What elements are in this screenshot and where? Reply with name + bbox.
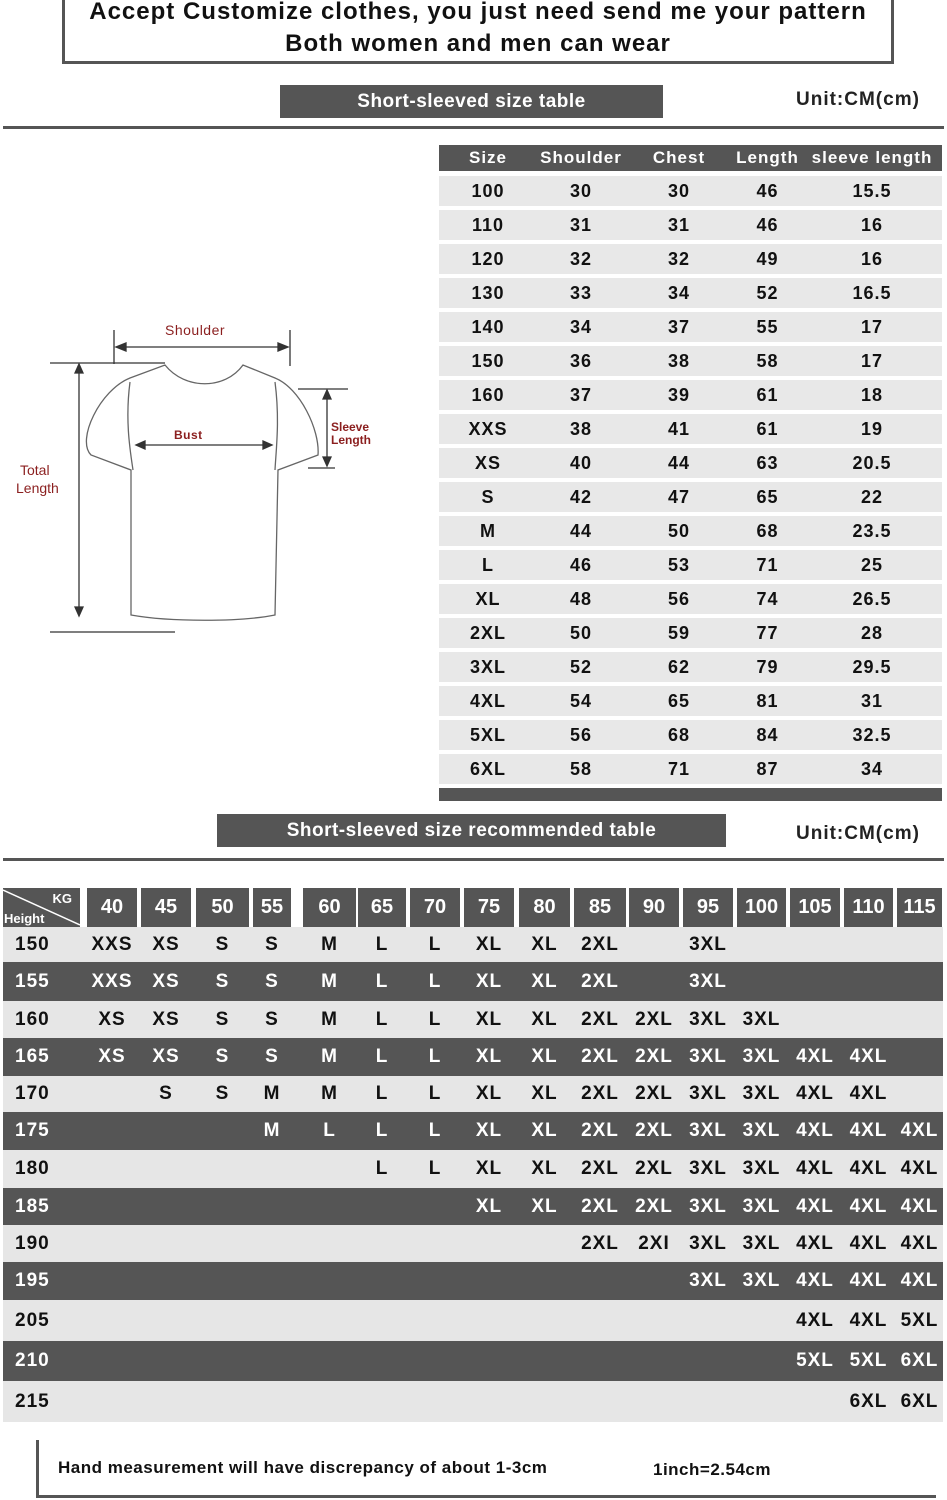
- rec-table-row: [3, 1341, 943, 1381]
- size-table-cell: 34: [860, 758, 884, 779]
- size-table-cell: 68: [667, 724, 691, 745]
- size-table-cell: 79: [756, 656, 779, 677]
- rec-size-cell: 3XL: [689, 933, 727, 955]
- rec-size-cell: XL: [531, 1158, 558, 1179]
- rec-size-cell: 4XL: [796, 1195, 834, 1217]
- diagram-label-total-1: Total: [20, 462, 50, 478]
- size-table-cell: 17: [860, 350, 884, 371]
- rec-table-row: [3, 1001, 943, 1038]
- rec-size-cell: 3XL: [742, 1083, 781, 1104]
- size-table-row: [439, 584, 942, 614]
- size-table-cell: 50: [569, 622, 593, 643]
- size-table-cell: XXS: [468, 418, 508, 439]
- size-table-cell: 46: [569, 554, 593, 575]
- size-table-cell: 65: [756, 486, 779, 507]
- rec-size-cell: 4XL: [849, 1270, 888, 1291]
- size-table-cell: 120: [471, 248, 505, 269]
- rec-size-cell: XL: [475, 1158, 503, 1179]
- rec-size-cell: XS: [152, 933, 180, 955]
- rec-size-cell: 2XL: [581, 1158, 619, 1179]
- size-table-cell: 37: [569, 384, 593, 405]
- size-table-cell: 53: [667, 554, 691, 575]
- size-table-cell: 140: [471, 316, 505, 337]
- rec-size-cell: L: [323, 1120, 336, 1141]
- size-table-cell: XL: [475, 588, 501, 609]
- size-table-cell: 74: [756, 588, 779, 609]
- size-table-cell: 3XL: [469, 656, 506, 677]
- rec-table-row: [3, 1262, 943, 1300]
- section-divider-2: [3, 858, 944, 861]
- rec-size-cell: S: [265, 1008, 279, 1030]
- diagram-label-sleeve-1: Sleeve: [331, 420, 370, 434]
- rec-table-row: [3, 1188, 943, 1225]
- tshirt-outline: [86, 365, 318, 620]
- rec-size-cell: XL: [531, 1046, 558, 1067]
- section-divider-1: [3, 126, 944, 129]
- rec-size-cell: 2XL: [581, 1083, 619, 1104]
- rec-height-label: 190: [15, 1232, 50, 1254]
- rec-weight-header: 80: [519, 888, 570, 927]
- size-table-cell: 55: [756, 316, 779, 337]
- rec-weight-header: 50: [196, 888, 249, 927]
- rec-size-cell: L: [375, 1008, 389, 1030]
- diagram-label-total-2: Length: [16, 480, 59, 496]
- size-table-cell: 71: [756, 554, 779, 575]
- rec-size-cell: 3XL: [689, 1120, 727, 1141]
- top-banner: [62, 0, 894, 64]
- rec-height-label: 170: [15, 1083, 50, 1104]
- size-table-cell: 71: [667, 758, 691, 779]
- rec-size-cell: L: [375, 933, 389, 955]
- rec-size-cell: 4XL: [849, 1083, 888, 1104]
- rec-size-cell: XL: [531, 1083, 558, 1104]
- size-table-cell: 22: [860, 486, 884, 507]
- corner-height-label: Height: [4, 911, 45, 926]
- rec-weight-header: 85: [574, 888, 626, 927]
- size-table-cell: S: [481, 486, 495, 507]
- size-table-cell: 4XL: [469, 690, 506, 711]
- recommended-table-title: Short-sleeved size recommended table: [217, 814, 726, 847]
- rec-size-cell: 2XL: [581, 970, 619, 992]
- rec-size-cell: L: [428, 970, 442, 992]
- rec-size-cell: 5XL: [796, 1350, 834, 1371]
- size-table-cell: 5XL: [469, 724, 506, 745]
- rec-weight-header: 100: [737, 888, 786, 927]
- size-table-cell: 33: [569, 282, 593, 303]
- size-table-cell: 54: [569, 690, 593, 711]
- rec-size-cell: XL: [475, 970, 503, 992]
- rec-table-row: [3, 1381, 943, 1422]
- rec-size-cell: M: [321, 1083, 338, 1104]
- rec-height-label: 175: [15, 1120, 50, 1141]
- rec-table-row: [3, 962, 943, 1001]
- size-table-cell: 100: [471, 180, 505, 201]
- size-table-cell: 77: [756, 622, 779, 643]
- size-table-cell: 52: [569, 656, 593, 677]
- size-table-cell: XS: [474, 452, 501, 473]
- rec-size-cell: 3XL: [742, 1195, 781, 1217]
- size-table-cell: 28: [860, 622, 884, 643]
- size-table-cell: 150: [471, 350, 505, 371]
- rec-size-cell: L: [375, 1046, 389, 1067]
- size-table-cell: 46: [756, 180, 779, 201]
- size-table-row: [439, 482, 942, 512]
- size-table-cell: 38: [569, 418, 593, 439]
- rec-size-cell: 4XL: [796, 1270, 834, 1291]
- size-table-cell: 47: [667, 486, 691, 507]
- rec-size-cell: M: [321, 1008, 338, 1030]
- footer-note-box: [36, 1440, 936, 1498]
- size-table-row: [439, 516, 942, 546]
- rec-size-cell: 3XL: [742, 1046, 781, 1067]
- rec-table-row: [3, 1038, 943, 1076]
- rec-size-cell: L: [428, 1083, 442, 1104]
- rec-size-cell: 2XL: [635, 1120, 673, 1141]
- rec-size-cell: 2XL: [581, 1120, 619, 1141]
- size-table-row: [439, 448, 942, 478]
- rec-size-cell: XXS: [91, 970, 133, 992]
- size-table-cell: 61: [756, 418, 779, 439]
- size-table-row: [439, 720, 942, 750]
- rec-weight-header: 115: [897, 888, 942, 927]
- rec-size-cell: L: [375, 1120, 389, 1141]
- size-table-cell: 34: [667, 282, 691, 303]
- rec-size-cell: 4XL: [796, 1046, 834, 1067]
- rec-size-cell: L: [428, 933, 442, 955]
- size-table-cell: 31: [569, 214, 593, 235]
- rec-height-label: 180: [15, 1158, 50, 1179]
- size-table-cell: 37: [667, 316, 691, 337]
- rec-size-cell: L: [428, 1120, 442, 1141]
- corner-kg-label: KG: [52, 891, 72, 906]
- rec-weight-header: 55: [253, 888, 291, 927]
- rec-size-cell: 3XL: [689, 1083, 727, 1104]
- size-table-header-cell: Length: [736, 148, 799, 167]
- size-table-cell: 110: [471, 214, 505, 235]
- size-table-cell: 34: [569, 316, 593, 337]
- tshirt-measurement-diagram: [0, 300, 430, 650]
- rec-height-label: 185: [15, 1195, 50, 1217]
- rec-size-cell: 3XL: [689, 970, 727, 992]
- size-table-header-cell: Shoulder: [540, 148, 622, 167]
- size-table-cell: 18: [860, 384, 884, 405]
- size-table-row: [439, 618, 942, 648]
- size-table-cell: 160: [471, 384, 505, 405]
- rec-height-label: 205: [15, 1309, 50, 1331]
- rec-weight-header: 75: [464, 888, 514, 927]
- rec-size-cell: L: [375, 1158, 389, 1179]
- size-table-cell: 58: [756, 350, 779, 371]
- size-table-cell: 46: [756, 214, 779, 235]
- rec-height-label: 215: [15, 1390, 50, 1412]
- rec-size-cell: XL: [475, 933, 503, 955]
- rec-size-cell: M: [321, 1046, 338, 1067]
- size-table-cell: 49: [756, 248, 779, 269]
- rec-size-cell: 4XL: [900, 1232, 939, 1254]
- size-table-cell: 16.5: [852, 282, 892, 303]
- size-table-cell: 23.5: [852, 520, 892, 541]
- rec-size-cell: XS: [152, 970, 180, 992]
- rec-size-cell: 6XL: [900, 1350, 939, 1371]
- rec-size-cell: L: [428, 1046, 442, 1067]
- size-table-cell: 63: [756, 452, 779, 473]
- rec-weight-header: 110: [844, 888, 893, 927]
- size-table-bottom-bar: [439, 788, 942, 801]
- rec-size-cell: XL: [531, 1195, 558, 1217]
- rec-size-cell: XS: [152, 1046, 180, 1067]
- rec-size-cell: L: [428, 1158, 442, 1179]
- size-table-cell: 31: [860, 690, 884, 711]
- rec-size-cell: L: [428, 1008, 442, 1030]
- rec-weight-header: 95: [683, 888, 733, 927]
- rec-size-cell: 4XL: [900, 1270, 939, 1291]
- rec-size-cell: 4XL: [849, 1195, 888, 1217]
- rec-size-cell: 4XL: [796, 1309, 834, 1331]
- rec-size-cell: 3XL: [742, 1270, 781, 1291]
- rec-weight-header: 45: [141, 888, 191, 927]
- size-table-cell: 30: [569, 180, 593, 201]
- rec-weight-header: 65: [358, 888, 406, 927]
- rec-size-cell: 4XL: [849, 1158, 888, 1179]
- rec-size-cell: 2XL: [635, 1008, 673, 1030]
- size-table-row: [439, 278, 942, 308]
- footer-discrepancy-note: Hand measurement will have discrepancy of about 1-3cm: [58, 1458, 548, 1477]
- rec-size-cell: 3XL: [689, 1158, 727, 1179]
- size-table-cell: 32.5: [852, 724, 892, 745]
- rec-size-cell: 3XL: [742, 1232, 781, 1254]
- diagram-label-sleeve-2: Length: [331, 433, 371, 447]
- rec-size-cell: XL: [475, 1008, 503, 1030]
- rec-height-label: 150: [15, 933, 50, 955]
- rec-size-cell: 3XL: [742, 1120, 781, 1141]
- size-table-cell: 48: [569, 588, 593, 609]
- size-table-cell: 61: [756, 384, 779, 405]
- rec-height-label: 210: [15, 1350, 50, 1371]
- rec-size-cell: S: [215, 1008, 230, 1030]
- rec-size-cell: 3XL: [689, 1046, 727, 1067]
- recommended-table-unit: Unit:CM(cm): [796, 823, 920, 844]
- rec-size-cell: 4XL: [849, 1046, 888, 1067]
- size-table-row: [439, 754, 942, 784]
- size-table-cell: 130: [471, 282, 505, 303]
- rec-weight-header: 60: [303, 888, 356, 927]
- size-table-row: [439, 550, 942, 580]
- size-table-header-cell: Chest: [652, 148, 706, 167]
- rec-size-cell: 3XL: [689, 1232, 727, 1254]
- rec-size-cell: 2XL: [635, 1083, 673, 1104]
- rec-size-cell: XL: [531, 970, 558, 992]
- rec-size-cell: XL: [531, 933, 558, 955]
- size-table-cell: 20.5: [852, 452, 892, 473]
- rec-size-cell: XL: [475, 1046, 503, 1067]
- size-table-cell: 84: [756, 724, 779, 745]
- size-table-cell: 2XL: [469, 622, 506, 643]
- rec-size-cell: XL: [531, 1120, 558, 1141]
- rec-size-cell: 2XL: [581, 1232, 619, 1254]
- rec-size-cell: XL: [475, 1195, 503, 1217]
- rec-size-cell: S: [265, 970, 279, 992]
- size-table-cell: 38: [667, 350, 691, 371]
- size-table-header: [439, 145, 942, 171]
- size-table-cell: M: [480, 520, 496, 541]
- size-table-cell: 42: [569, 486, 593, 507]
- rec-size-cell: 3XL: [742, 1158, 781, 1179]
- size-table-row: [439, 210, 942, 240]
- rec-size-cell: 2XL: [581, 1008, 619, 1030]
- size-table-row: [439, 176, 942, 206]
- rec-size-cell: S: [215, 1046, 230, 1067]
- size-table-cell: 15.5: [852, 180, 892, 201]
- size-table-cell: 29.5: [852, 656, 892, 677]
- rec-weight-header: 40: [87, 888, 137, 927]
- size-table-cell: L: [482, 554, 494, 575]
- rec-table-row: [3, 1112, 943, 1150]
- size-table-cell: 52: [756, 282, 779, 303]
- size-table-cell: 39: [667, 384, 691, 405]
- rec-size-cell: L: [375, 970, 389, 992]
- rec-size-cell: XL: [475, 1083, 503, 1104]
- size-table-cell: 81: [756, 690, 779, 711]
- size-table-cell: 44: [667, 452, 691, 473]
- rec-size-cell: M: [263, 1120, 281, 1141]
- rec-table-row: [3, 1076, 943, 1112]
- rec-size-cell: S: [215, 970, 230, 992]
- size-table-cell: 40: [569, 452, 593, 473]
- rec-table-corner: [3, 888, 80, 927]
- rec-height-label: 160: [15, 1008, 50, 1030]
- rec-size-cell: 4XL: [796, 1232, 834, 1254]
- rec-weight-header: 90: [629, 888, 679, 927]
- rec-size-cell: XS: [152, 1008, 180, 1030]
- size-table-cell: 17: [860, 316, 884, 337]
- measurement-lines: [50, 330, 348, 632]
- banner-line-2: Both women and men can wear: [285, 30, 671, 57]
- size-table-cell: 56: [569, 724, 593, 745]
- size-table-header-cell: Size: [468, 148, 508, 167]
- diagram-label-shoulder: Shoulder: [165, 322, 226, 338]
- size-table-cell: 56: [667, 588, 691, 609]
- rec-size-cell: S: [265, 933, 279, 955]
- rec-weight-header: 105: [790, 888, 840, 927]
- size-table-cell: 62: [667, 656, 691, 677]
- size-table-cell: 16: [860, 214, 884, 235]
- size-table-unit: Unit:CM(cm): [796, 89, 920, 110]
- rec-height-label: 155: [15, 970, 50, 992]
- rec-size-cell: S: [159, 1083, 173, 1104]
- size-table-cell: 36: [569, 350, 593, 371]
- size-table-row: [439, 380, 942, 410]
- rec-table-row: [3, 927, 943, 962]
- size-table-cell: 6XL: [469, 758, 506, 779]
- rec-size-cell: S: [215, 1083, 230, 1104]
- size-table-cell: 58: [569, 758, 593, 779]
- rec-size-cell: 2XL: [581, 1046, 619, 1067]
- rec-size-cell: 4XL: [849, 1309, 888, 1331]
- rec-size-cell: S: [215, 933, 230, 955]
- rec-size-cell: M: [263, 1083, 281, 1104]
- size-table-cell: 16: [860, 248, 884, 269]
- rec-size-cell: 3XL: [689, 1195, 727, 1217]
- size-table-cell: 68: [756, 520, 779, 541]
- rec-size-cell: 2XL: [635, 1158, 673, 1179]
- rec-size-cell: 6XL: [900, 1390, 939, 1412]
- size-table-cell: 87: [756, 758, 779, 779]
- rec-size-cell: 2XL: [581, 1195, 619, 1217]
- rec-size-cell: S: [265, 1046, 279, 1067]
- rec-size-cell: XL: [531, 1008, 558, 1030]
- size-table-header-cell: sleeve length: [811, 148, 933, 167]
- rec-size-cell: 4XL: [796, 1158, 834, 1179]
- size-table-row: [439, 652, 942, 682]
- size-table-cell: 19: [860, 418, 884, 439]
- size-table-cell: 32: [569, 248, 593, 269]
- rec-size-cell: 5XL: [849, 1350, 888, 1371]
- rec-height-label: 165: [15, 1046, 50, 1067]
- rec-size-cell: 2XL: [635, 1046, 673, 1067]
- size-table-cell: 25: [860, 554, 884, 575]
- rec-size-cell: 2XL: [635, 1195, 673, 1217]
- size-table-cell: 41: [667, 418, 691, 439]
- size-table-cell: 31: [667, 214, 691, 235]
- rec-size-cell: XXS: [91, 933, 133, 955]
- size-table-cell: 32: [667, 248, 691, 269]
- rec-size-cell: 4XL: [796, 1083, 834, 1104]
- rec-size-cell: 4XL: [849, 1232, 888, 1254]
- rec-size-cell: 2XI: [638, 1232, 670, 1254]
- rec-size-cell: M: [321, 933, 338, 955]
- size-table-cell: 59: [667, 622, 691, 643]
- rec-size-cell: L: [375, 1083, 389, 1104]
- rec-size-cell: 5XL: [900, 1309, 939, 1331]
- banner-line-1: Accept Customize clothes, you just need send me your pattern: [89, 0, 867, 25]
- size-table-row: [439, 312, 942, 342]
- rec-table-row: [3, 1300, 943, 1341]
- rec-size-cell: 6XL: [849, 1390, 888, 1412]
- size-table-row: [439, 686, 942, 716]
- size-table-cell: 30: [667, 180, 691, 201]
- rec-size-cell: 4XL: [796, 1120, 834, 1141]
- rec-size-cell: 2XL: [581, 933, 619, 955]
- rec-height-label: 195: [15, 1270, 50, 1291]
- rec-size-cell: 3XL: [689, 1008, 727, 1030]
- rec-size-cell: 3XL: [689, 1270, 727, 1291]
- size-table-title: Short-sleeved size table: [280, 85, 663, 118]
- rec-size-cell: XS: [98, 1008, 126, 1030]
- rec-size-cell: XS: [98, 1046, 126, 1067]
- rec-size-cell: M: [321, 970, 338, 992]
- rec-table-row: [3, 1225, 943, 1262]
- rec-size-cell: 4XL: [900, 1158, 939, 1179]
- size-table-row: [439, 346, 942, 376]
- size-table-row: [439, 414, 942, 444]
- rec-weight-header: 70: [410, 888, 460, 927]
- size-table-cell: 50: [667, 520, 691, 541]
- size-table-cell: 44: [569, 520, 593, 541]
- size-table-cell: 65: [667, 690, 691, 711]
- rec-size-cell: XL: [475, 1120, 503, 1141]
- rec-size-cell: 4XL: [900, 1195, 939, 1217]
- size-table-cell: 26.5: [852, 588, 892, 609]
- rec-size-cell: 3XL: [742, 1008, 781, 1030]
- rec-size-cell: 4XL: [900, 1120, 939, 1141]
- footer-conversion: 1inch=2.54cm: [653, 1460, 771, 1479]
- diagram-label-bust: Bust: [174, 428, 203, 442]
- size-table-row: [439, 244, 942, 274]
- rec-table-row: [3, 1150, 943, 1188]
- rec-size-cell: 4XL: [849, 1120, 888, 1141]
